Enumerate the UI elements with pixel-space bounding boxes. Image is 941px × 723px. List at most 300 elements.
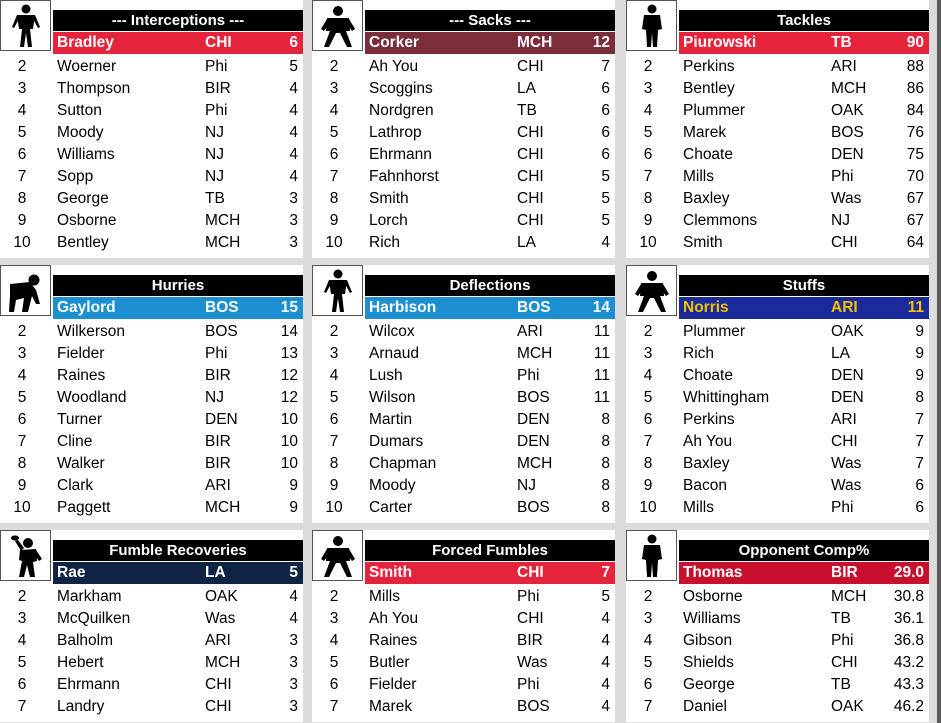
table-row[interactable] [626, 586, 929, 608]
row-value: 7 [915, 455, 924, 472]
table-row[interactable] [312, 453, 615, 475]
window-edge [937, 0, 941, 723]
row-team: ARI [205, 632, 231, 649]
row-value: 5 [601, 168, 610, 185]
row-player-name: Clemmons [683, 212, 758, 229]
row-team: DEN [831, 367, 864, 384]
row-team: NJ [205, 389, 224, 406]
table-row[interactable] [312, 232, 615, 254]
row-player-name: Plummer [683, 323, 746, 340]
table-row[interactable] [626, 56, 929, 78]
row-team: Was [831, 190, 862, 207]
row-value: 6 [601, 124, 610, 141]
row-value: 8 [601, 433, 610, 450]
row-value: 5 [601, 588, 610, 605]
row-rank: 5 [643, 124, 653, 141]
table-row[interactable] [0, 409, 303, 431]
leader-name: Norris [683, 299, 729, 316]
row-team: CHI [517, 610, 544, 627]
row-team: CHI [205, 698, 232, 715]
table-row[interactable] [626, 122, 929, 144]
table-row[interactable] [0, 188, 303, 210]
table-row[interactable] [312, 56, 615, 78]
row-value: 3 [289, 698, 298, 715]
table-row[interactable] [312, 122, 615, 144]
row-value: 64 [906, 234, 924, 251]
leader-row[interactable] [53, 32, 303, 54]
leader-value: 12 [592, 34, 610, 51]
row-rank: 2 [329, 588, 339, 605]
row-value: 75 [906, 146, 924, 163]
linebacker-player-icon [312, 0, 363, 51]
table-row[interactable] [626, 409, 929, 431]
table-row[interactable] [0, 365, 303, 387]
row-team: TB [205, 190, 225, 207]
row-rank: 4 [643, 632, 653, 649]
row-team: Was [205, 610, 236, 627]
table-row[interactable] [626, 365, 929, 387]
table-row[interactable] [0, 608, 303, 630]
table-row[interactable] [312, 100, 615, 122]
leaderboard-panel [0, 0, 303, 258]
table-row[interactable] [626, 608, 929, 630]
table-row[interactable] [0, 56, 303, 78]
row-player-name: Plummer [683, 102, 746, 119]
table-row[interactable] [0, 122, 303, 144]
row-value: 14 [280, 323, 298, 340]
row-rank: 10 [13, 234, 31, 251]
row-rank: 4 [329, 102, 339, 119]
table-row[interactable] [0, 321, 303, 343]
table-row[interactable] [312, 696, 615, 718]
row-rank: 5 [17, 389, 27, 406]
row-player-name: Bentley [683, 80, 735, 97]
row-rank: 7 [329, 433, 339, 450]
row-rank: 4 [643, 102, 653, 119]
table-row[interactable] [0, 78, 303, 100]
row-player-name: Raines [57, 367, 106, 384]
table-row[interactable] [0, 232, 303, 254]
standing-player-icon [626, 530, 677, 581]
leader-team: MCH [517, 34, 553, 51]
leader-name: Corker [369, 34, 419, 51]
row-value: 4 [289, 168, 298, 185]
row-rank: 9 [643, 477, 653, 494]
leader-value: 6 [289, 34, 298, 51]
row-team: CHI [517, 212, 544, 229]
row-value: 8 [601, 499, 610, 516]
row-rank: 8 [643, 190, 653, 207]
table-row[interactable] [312, 409, 615, 431]
table-row[interactable] [0, 630, 303, 652]
row-player-name: Woerner [57, 58, 117, 75]
table-row[interactable] [0, 100, 303, 122]
leader-value: 90 [906, 34, 924, 51]
table-row[interactable] [312, 343, 615, 365]
row-team: BIR [205, 433, 231, 450]
row-rank: 5 [643, 654, 653, 671]
table-row[interactable] [626, 431, 929, 453]
table-row[interactable] [312, 210, 615, 232]
leader-row[interactable] [679, 32, 929, 54]
row-player-name: Mills [683, 499, 714, 516]
table-row[interactable] [312, 188, 615, 210]
row-team: BOS [517, 499, 550, 516]
row-rank: 2 [643, 588, 653, 605]
leaderboard-panel [626, 265, 929, 523]
row-rank: 3 [643, 80, 653, 97]
leader-row[interactable] [365, 297, 615, 319]
table-row[interactable] [0, 652, 303, 674]
row-team: ARI [517, 323, 543, 340]
leader-team: BIR [831, 564, 858, 581]
row-rank: 6 [329, 676, 339, 693]
table-row[interactable] [626, 144, 929, 166]
row-value: 4 [601, 610, 610, 627]
row-team: MCH [517, 345, 553, 362]
row-player-name: Paggett [57, 499, 111, 516]
row-value: 3 [289, 190, 298, 207]
panel-title: Hurries [53, 275, 303, 296]
row-rank: 4 [329, 632, 339, 649]
row-value: 7 [601, 58, 610, 75]
table-row[interactable] [626, 210, 929, 232]
leader-row[interactable] [365, 32, 615, 54]
row-value: 3 [289, 632, 298, 649]
table-row[interactable] [0, 210, 303, 232]
table-row[interactable] [626, 630, 929, 652]
table-row[interactable] [312, 431, 615, 453]
row-player-name: Rich [369, 234, 401, 251]
table-row[interactable] [0, 696, 303, 718]
table-row[interactable] [312, 321, 615, 343]
table-row[interactable] [0, 453, 303, 475]
leader-name: Thomas [683, 564, 743, 581]
row-rank: 4 [329, 367, 339, 384]
receiver-player-icon [312, 265, 363, 316]
row-rank: 9 [329, 477, 339, 494]
row-team: ARI [205, 477, 231, 494]
leader-value: 11 [907, 299, 924, 316]
row-rank: 7 [643, 698, 653, 715]
row-team: Phi [205, 58, 228, 75]
table-row[interactable] [312, 586, 615, 608]
row-team: MCH [831, 588, 867, 605]
row-team: NJ [205, 168, 224, 185]
leader-team: ARI [831, 299, 858, 316]
row-rank: 9 [329, 212, 339, 229]
row-team: MCH [517, 455, 553, 472]
row-player-name: Osborne [57, 212, 117, 229]
row-rank: 6 [643, 411, 653, 428]
leader-row[interactable] [53, 562, 303, 584]
row-player-name: Rich [683, 345, 715, 362]
table-row[interactable] [626, 100, 929, 122]
row-team: Phi [517, 676, 540, 693]
row-value: 11 [593, 367, 610, 384]
row-rank: 8 [643, 455, 653, 472]
row-value: 11 [593, 345, 610, 362]
table-row[interactable] [626, 166, 929, 188]
row-team: DEN [517, 411, 550, 428]
row-rank: 3 [329, 345, 339, 362]
row-rank: 3 [643, 345, 653, 362]
table-row[interactable] [626, 475, 929, 497]
table-row[interactable] [312, 166, 615, 188]
row-rank: 2 [643, 323, 653, 340]
row-value: 4 [601, 654, 610, 671]
table-row[interactable] [312, 387, 615, 409]
table-row[interactable] [312, 78, 615, 100]
row-value: 7 [915, 411, 924, 428]
row-value: 8 [601, 411, 610, 428]
row-rank: 7 [643, 168, 653, 185]
table-row[interactable] [0, 497, 303, 519]
row-rank: 5 [329, 389, 339, 406]
row-value: 67 [906, 190, 924, 207]
row-rank: 2 [17, 58, 27, 75]
row-rank: 2 [329, 323, 339, 340]
row-rank: 6 [17, 146, 27, 163]
leader-name: Harbison [369, 299, 437, 316]
table-row[interactable] [0, 475, 303, 497]
row-team: Was [831, 477, 862, 494]
row-rank: 7 [643, 433, 653, 450]
panel-title: Opponent Comp% [679, 540, 929, 561]
row-team: CHI [831, 654, 858, 671]
row-value: 12 [280, 389, 298, 406]
leader-value: 5 [289, 564, 298, 581]
table-row[interactable] [626, 696, 929, 718]
row-team: TB [517, 102, 537, 119]
row-team: OAK [831, 102, 864, 119]
leader-row[interactable] [53, 297, 303, 319]
panel-title: Fumble Recoveries [53, 540, 303, 561]
lineman-stance-icon [0, 265, 51, 316]
table-row[interactable] [626, 497, 929, 519]
row-player-name: Williams [57, 146, 115, 163]
row-player-name: Bentley [57, 234, 109, 251]
table-row[interactable] [626, 453, 929, 475]
row-value: 43.2 [893, 654, 924, 671]
table-row[interactable] [312, 144, 615, 166]
row-value: 36.1 [893, 610, 924, 627]
row-rank: 4 [17, 102, 27, 119]
row-team: MCH [205, 499, 241, 516]
row-player-name: Choate [683, 146, 733, 163]
row-value: 3 [289, 234, 298, 251]
standing-player-icon [626, 0, 677, 51]
leaderboard-panel [626, 530, 929, 722]
row-value: 4 [289, 80, 298, 97]
row-rank: 8 [17, 455, 27, 472]
row-team: CHI [205, 676, 232, 693]
row-player-name: George [57, 190, 109, 207]
table-row[interactable] [312, 497, 615, 519]
row-player-name: Woodland [57, 389, 127, 406]
table-row[interactable] [0, 431, 303, 453]
row-player-name: Moody [369, 477, 416, 494]
row-value: 11 [593, 323, 610, 340]
row-player-name: Fielder [57, 345, 105, 362]
row-value: 3 [289, 654, 298, 671]
row-rank: 6 [643, 146, 653, 163]
table-row[interactable] [312, 365, 615, 387]
row-rank: 2 [329, 58, 339, 75]
row-team: Phi [831, 499, 854, 516]
row-value: 70 [906, 168, 924, 185]
row-value: 88 [906, 58, 924, 75]
row-player-name: Baxley [683, 190, 730, 207]
table-row[interactable] [626, 652, 929, 674]
leader-value: 29.0 [893, 564, 924, 581]
row-player-name: Williams [683, 610, 741, 627]
row-player-name: Ah You [369, 58, 419, 75]
table-row[interactable] [0, 387, 303, 409]
row-value: 7 [915, 433, 924, 450]
table-row[interactable] [0, 586, 303, 608]
table-row[interactable] [312, 652, 615, 674]
row-team: ARI [831, 58, 857, 75]
row-value: 43.3 [893, 676, 924, 693]
row-player-name: Turner [57, 411, 103, 428]
row-player-name: Mills [683, 168, 714, 185]
row-team: LA [517, 234, 536, 251]
row-player-name: Arnaud [369, 345, 419, 362]
row-team: MCH [205, 234, 241, 251]
row-team: LA [517, 80, 536, 97]
row-player-name: Thompson [57, 80, 131, 97]
row-player-name: Scoggins [369, 80, 433, 97]
row-team: MCH [205, 654, 241, 671]
table-row[interactable] [626, 188, 929, 210]
row-value: 4 [289, 102, 298, 119]
row-value: 5 [601, 190, 610, 207]
row-rank: 10 [13, 499, 31, 516]
row-player-name: Perkins [683, 411, 735, 428]
table-row[interactable] [0, 144, 303, 166]
leaderboard-panel [0, 265, 303, 523]
leader-row[interactable] [365, 562, 615, 584]
row-player-name: Raines [369, 632, 418, 649]
row-value: 4 [601, 676, 610, 693]
table-row[interactable] [626, 387, 929, 409]
row-rank: 7 [329, 698, 339, 715]
leaderboard-panel [0, 530, 303, 722]
panel-title: --- Sacks --- [365, 10, 615, 31]
row-rank: 9 [643, 212, 653, 229]
row-rank: 2 [17, 323, 27, 340]
table-row[interactable] [0, 674, 303, 696]
row-rank: 6 [643, 676, 653, 693]
leader-team: CHI [205, 34, 232, 51]
table-row[interactable] [312, 475, 615, 497]
row-player-name: Clark [57, 477, 94, 494]
row-value: 4 [601, 698, 610, 715]
row-team: Phi [831, 168, 854, 185]
table-row[interactable] [0, 166, 303, 188]
row-player-name: Chapman [369, 455, 437, 472]
table-row[interactable] [626, 232, 929, 254]
row-player-name: Dumars [369, 433, 424, 450]
table-row[interactable] [626, 321, 929, 343]
leader-name: Piurowski [683, 34, 757, 51]
row-rank: 4 [17, 632, 27, 649]
row-team: Was [831, 455, 862, 472]
row-value: 12 [280, 367, 298, 384]
quarterback-throwing-icon [0, 530, 51, 581]
table-row[interactable] [312, 674, 615, 696]
table-row[interactable] [0, 343, 303, 365]
row-rank: 8 [17, 190, 27, 207]
leader-value: 14 [592, 299, 610, 316]
row-value: 6 [601, 102, 610, 119]
row-team: Was [517, 654, 548, 671]
table-row[interactable] [626, 674, 929, 696]
row-value: 11 [593, 389, 610, 406]
row-player-name: Marek [683, 124, 727, 141]
row-rank: 10 [639, 234, 657, 251]
row-player-name: Marek [369, 698, 413, 715]
row-player-name: Markham [57, 588, 122, 605]
row-team: BIR [205, 455, 231, 472]
row-player-name: Perkins [683, 58, 735, 75]
row-value: 3 [289, 212, 298, 229]
row-player-name: Ehrmann [369, 146, 432, 163]
leader-name: Bradley [57, 34, 114, 51]
table-row[interactable] [626, 78, 929, 100]
row-team: Phi [517, 588, 540, 605]
row-player-name: Wilcox [369, 323, 415, 340]
row-value: 6 [601, 146, 610, 163]
row-rank: 5 [329, 654, 339, 671]
row-player-name: Ah You [369, 610, 419, 627]
row-rank: 3 [17, 80, 27, 97]
row-player-name: Cline [57, 433, 93, 450]
row-player-name: Sopp [57, 168, 94, 185]
row-player-name: Fahnhorst [369, 168, 439, 185]
row-value: 9 [915, 323, 924, 340]
row-team: NJ [205, 146, 224, 163]
row-player-name: Ehrmann [57, 676, 120, 693]
receiver-player-icon [0, 0, 51, 51]
row-rank: 3 [17, 345, 27, 362]
leaderboard-panel [312, 265, 615, 523]
row-value: 3 [289, 676, 298, 693]
leader-row[interactable] [679, 562, 929, 584]
row-value: 13 [280, 345, 298, 362]
row-value: 9 [289, 477, 298, 494]
table-row[interactable] [312, 630, 615, 652]
leader-value: 15 [280, 299, 298, 316]
leaderboard-panel [312, 0, 615, 258]
row-value: 4 [289, 610, 298, 627]
table-row[interactable] [312, 608, 615, 630]
table-row[interactable] [626, 343, 929, 365]
row-rank: 10 [639, 499, 657, 516]
leader-name: Gaylord [57, 299, 116, 316]
row-team: BOS [831, 124, 864, 141]
row-value: 4 [601, 632, 610, 649]
row-player-name: Wilson [369, 389, 416, 406]
leader-row[interactable] [679, 297, 929, 319]
row-rank: 6 [17, 411, 27, 428]
panel-title: Tackles [679, 10, 929, 31]
row-player-name: Whittingham [683, 389, 770, 406]
row-rank: 4 [643, 367, 653, 384]
leaderboard-panel [626, 0, 929, 258]
row-rank: 10 [325, 499, 343, 516]
